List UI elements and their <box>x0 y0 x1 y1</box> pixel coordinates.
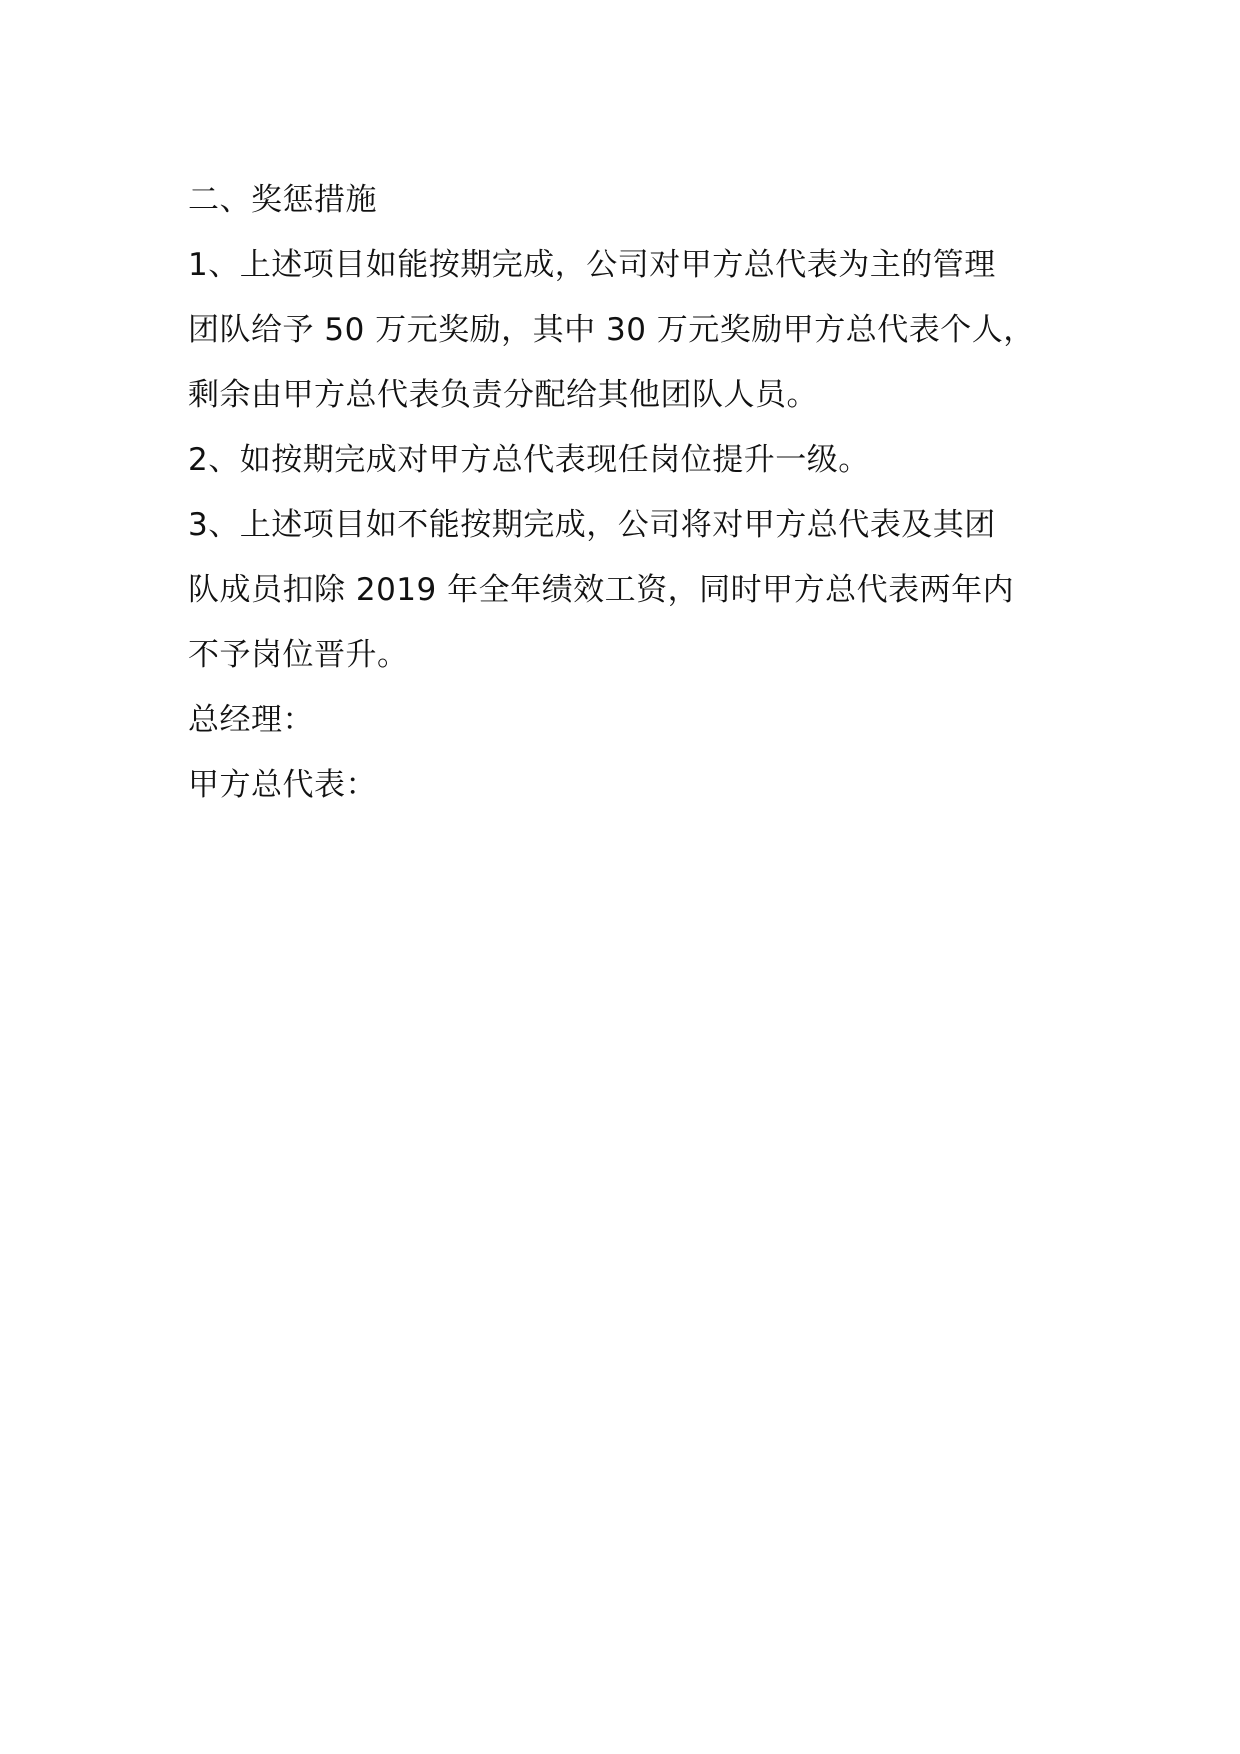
party-a-representative-signature-label: 甲方总代表： <box>188 767 377 803</box>
item-3-line-2: 队成员扣除 2019 年全年绩效工资，同时甲方总代表两年内 <box>188 572 1015 608</box>
general-manager-signature-label: 总经理： <box>188 702 314 738</box>
item-1-line-3: 剩余由甲方总代表负责分配给其他团队人员。 <box>188 377 818 413</box>
section-heading: 二、奖惩措施 <box>188 182 377 218</box>
item-1-line-1: 1、上述项目如能按期完成，公司对甲方总代表为主的管理 <box>188 247 996 283</box>
item-2-line-1: 2、如按期完成对甲方总代表现任岗位提升一级。 <box>188 442 870 478</box>
item-3-line-1: 3、上述项目如不能按期完成，公司将对甲方总代表及其团 <box>188 507 996 543</box>
item-3 <box>188 493 1068 688</box>
item-1 <box>188 233 1068 428</box>
item-2 <box>188 428 1068 493</box>
item-3-line-3: 不予岗位晋升。 <box>188 637 409 673</box>
document-body <box>188 168 1068 818</box>
item-1-line-2: 团队给予 50 万元奖励，其中 30 万元奖励甲方总代表个人， <box>188 312 1035 348</box>
